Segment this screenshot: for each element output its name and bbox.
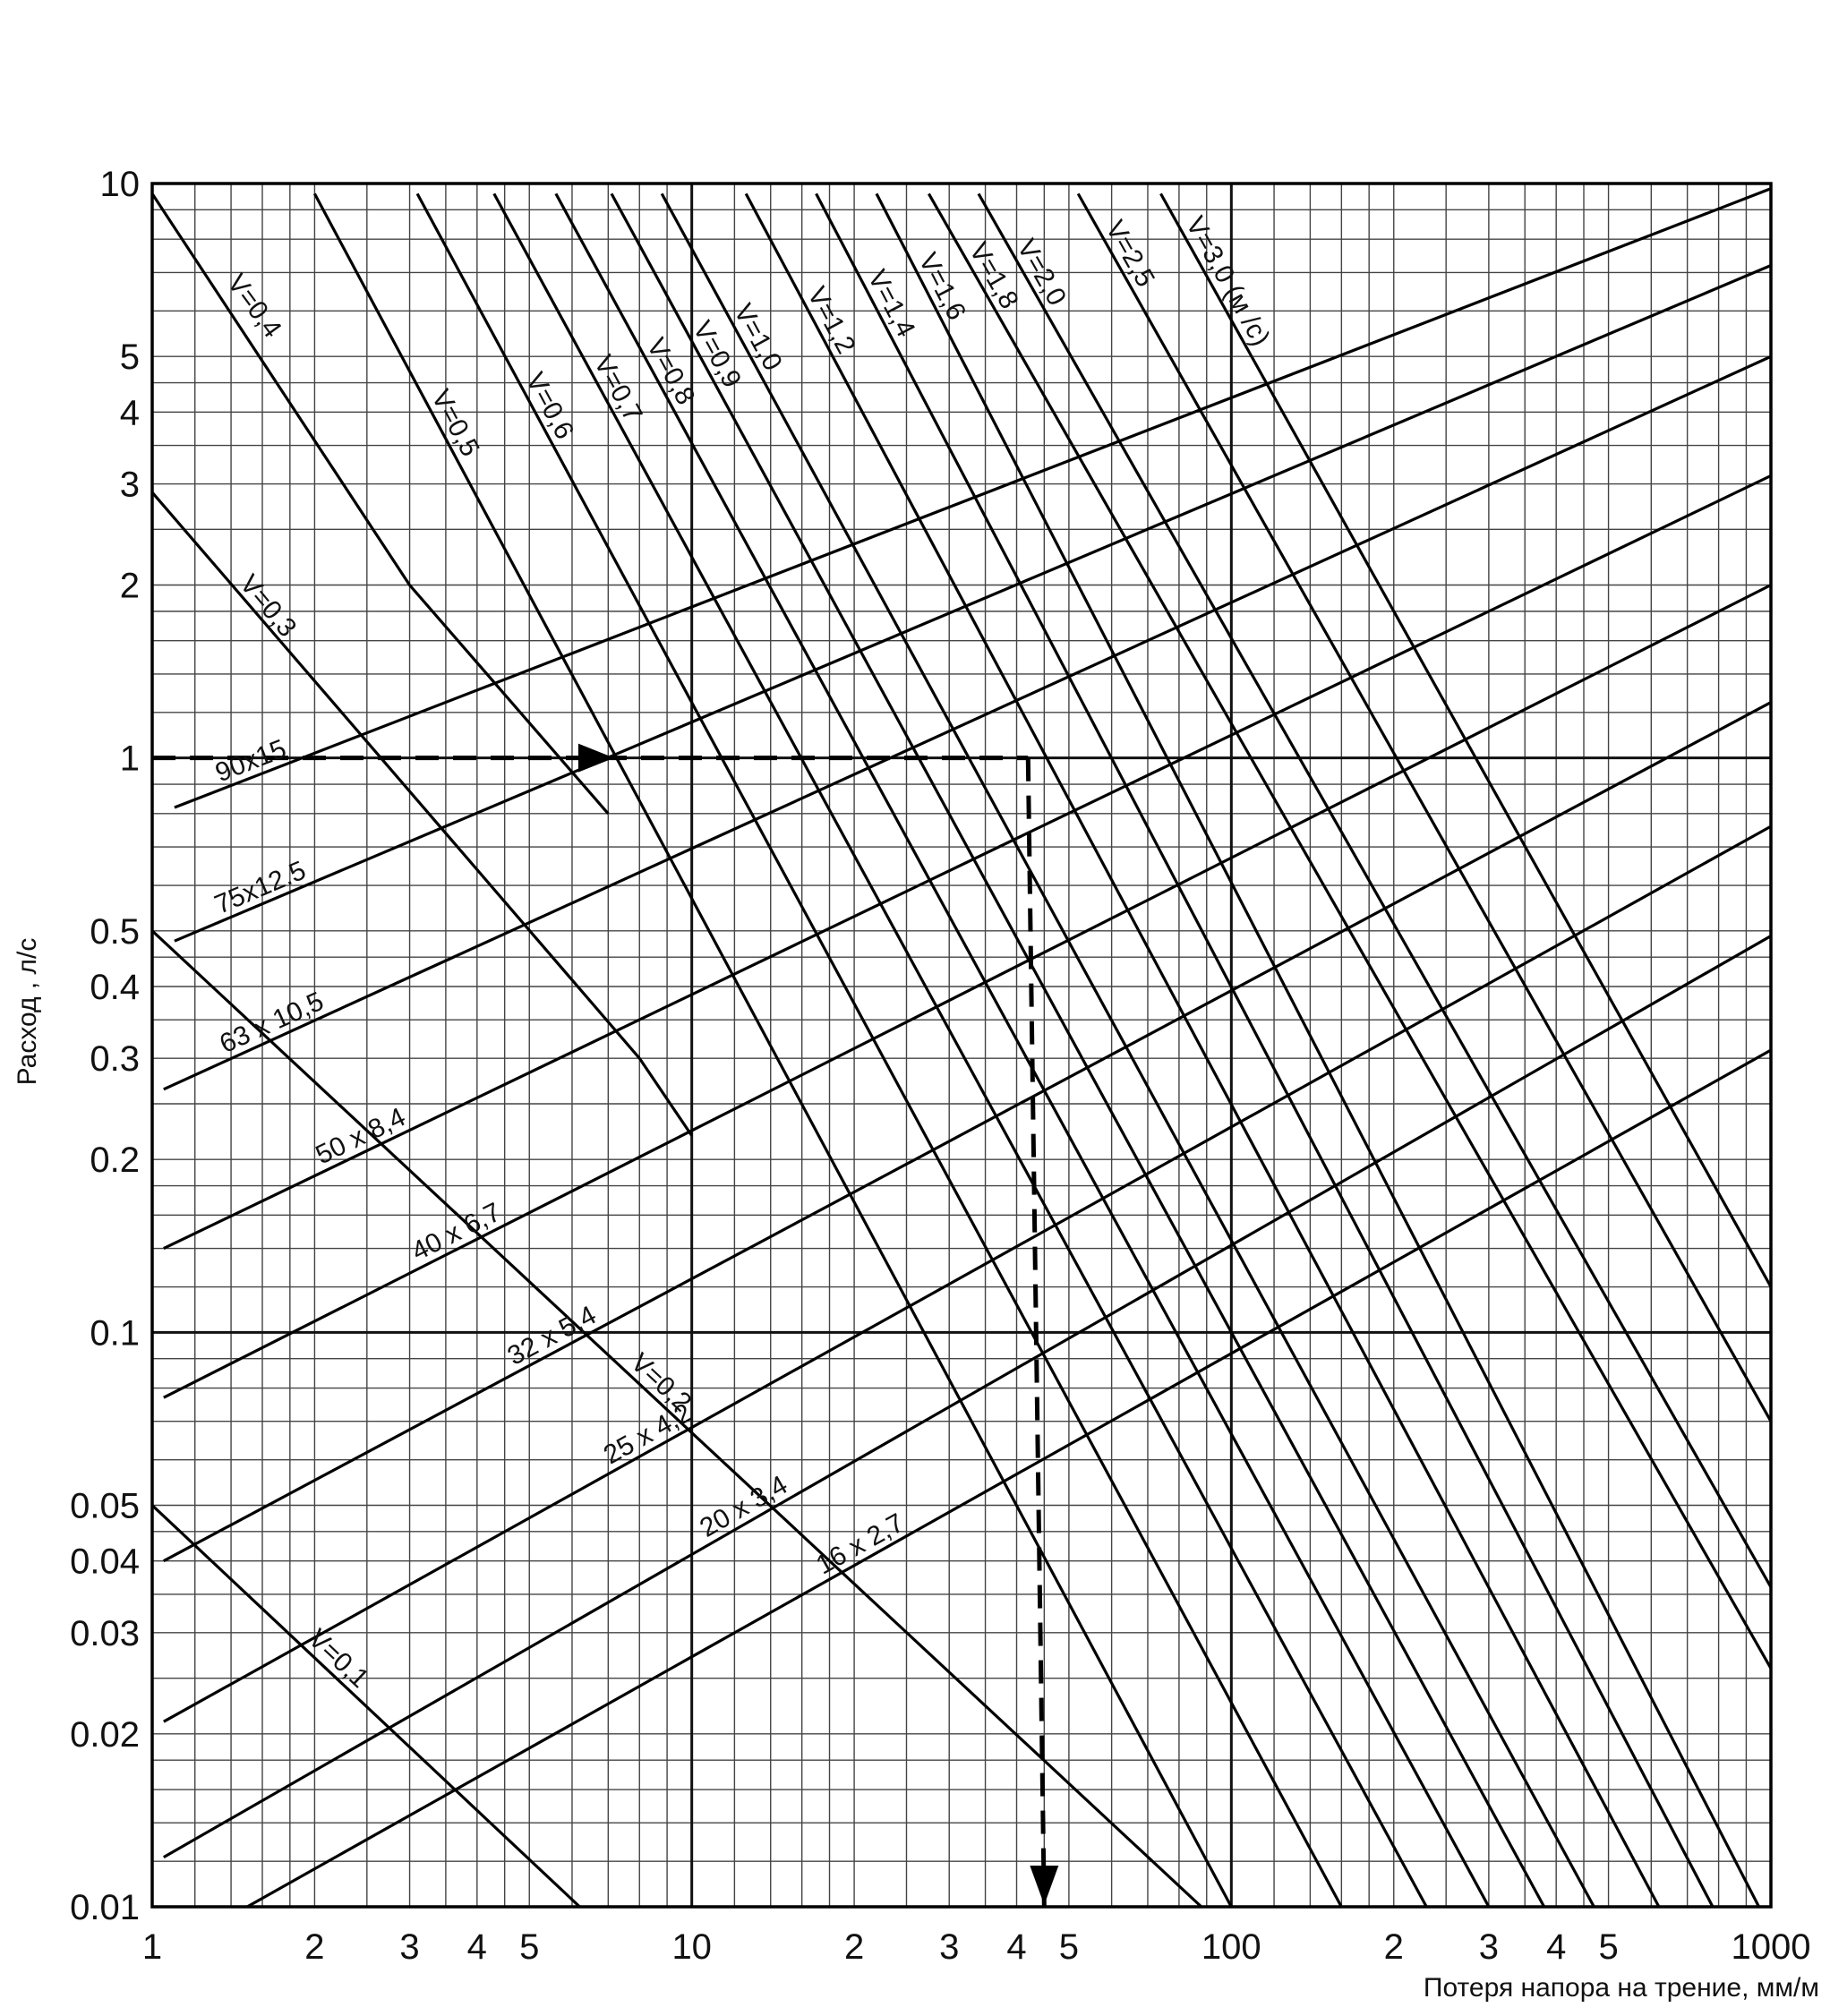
x-tick-label-7: 3 [939,1927,960,1967]
pipe-line-8 [247,1050,1771,1907]
x-tick-label-11: 2 [1383,1927,1404,1967]
y-tick-label-10: 1 [119,739,140,779]
x-tick-label-5: 10 [671,1927,712,1967]
velocity-label-1: V=0,2 [624,1347,697,1418]
velocity-line-16 [1161,193,1772,1286]
velocity-label-0: V=0,1 [302,1623,375,1695]
velocity-line-8 [611,193,1544,1907]
velocity-label-15: V=2,5 [1099,215,1160,293]
pipe-lines [164,189,1771,1907]
y-tick-label-2: 0.03 [70,1613,140,1653]
velocity-label-10: V=1,2 [801,282,861,359]
x-tick-label-0: 1 [141,1927,163,1967]
pipe-line-0 [175,189,1771,807]
x-tick-label-6: 2 [843,1927,865,1967]
velocity-label-12: V=1,6 [912,248,971,325]
velocity-label-13: V=1,8 [962,237,1024,314]
x-tick-label-13: 4 [1546,1927,1567,1967]
velocity-label-11: V=1,4 [861,265,921,342]
pipe-line-7 [164,936,1771,1858]
velocity-label-2: V=0,3 [234,568,303,643]
velocity-label-14: V=2,0 [1011,234,1073,311]
y-tick-label-15: 10 [99,165,140,204]
x-tick-label-15: 1000 [1731,1927,1811,1967]
pipe-line-1 [175,266,1771,942]
y-tick-label-5: 0.1 [90,1313,140,1354]
arrow-down-icon [1030,1866,1058,1905]
y-axis-title: Расход , л/с [13,937,42,1086]
y-tick-label-12: 3 [119,465,140,505]
pipe-label-2: 63 x 10,5 [215,986,329,1060]
y-tick-label-3: 0.04 [70,1542,140,1582]
x-tick-label-2: 3 [399,1927,420,1967]
velocity-label-6: V=0,7 [587,350,648,427]
x-tick-label-12: 3 [1478,1927,1500,1967]
pipe-line-6 [164,826,1771,1721]
x-tick-label-3: 4 [466,1927,487,1967]
velocity-label-4: V=0,5 [425,384,485,462]
velocity-line-3 [152,193,608,814]
y-tick-label-8: 0.4 [90,968,140,1007]
pipe-line-2 [164,356,1771,1089]
y-tick-label-7: 0.3 [90,1039,140,1080]
plot-border [152,184,1771,1907]
velocity-label-7: V=0,8 [640,333,701,410]
y-tick-label-6: 0.2 [90,1140,140,1181]
grid [152,184,1771,1907]
velocity-line-14 [979,193,1771,1587]
y-tick-label-4: 0.05 [70,1486,140,1526]
y-tick-label-13: 4 [119,393,140,433]
velocity-label-5: V=0,6 [519,367,580,445]
x-tick-label-4: 5 [519,1927,540,1967]
pipe-label-3: 50 x 8,4 [311,1102,411,1171]
pipe-label-5: 32 x 5,4 [502,1300,602,1371]
y-tick-label-14: 5 [119,337,140,378]
y-tick-label-0: 0.01 [70,1888,140,1927]
x-tick-label-14: 5 [1598,1927,1619,1967]
velocity-label-16: V=3,0 (м /с) [1179,211,1276,352]
velocity-line-0 [152,1506,580,1908]
y-tick-label-9: 0.5 [90,911,140,952]
velocity-label-9: V=1,0 [727,299,788,376]
pipe-label-4: 40 x 6,7 [406,1197,506,1268]
y-tick-label-11: 2 [119,566,140,606]
x-tick-label-1: 2 [304,1927,325,1967]
pipe-label-6: 25 x 4,2 [598,1397,697,1471]
y-tick-label-1: 0.02 [70,1714,140,1755]
velocity-line-11 [817,193,1713,1907]
tick-labels [70,165,1810,1967]
x-tick-label-10: 100 [1201,1927,1261,1967]
velocity-label-8: V=0,9 [687,316,748,393]
pipe-label-7: 20 x 3,4 [695,1470,793,1543]
x-tick-label-8: 4 [1006,1927,1027,1967]
pipe-label-8: 16 x 2,7 [811,1508,910,1581]
velocity-label-3: V=0,4 [221,269,287,344]
velocity-lines [152,193,1771,1907]
x-axis-title: Потеря напора на трение, мм/м [1423,1973,1819,2003]
pipe-label-0: 90x15 [211,733,291,789]
pipe-label-1: 75x12.5 [210,855,311,920]
x-tick-label-9: 5 [1058,1927,1080,1967]
velocity-line-15 [1078,193,1771,1421]
velocity-line-12 [877,193,1759,1907]
plot-frame [152,184,1771,1907]
velocity-line-7 [556,193,1489,1907]
